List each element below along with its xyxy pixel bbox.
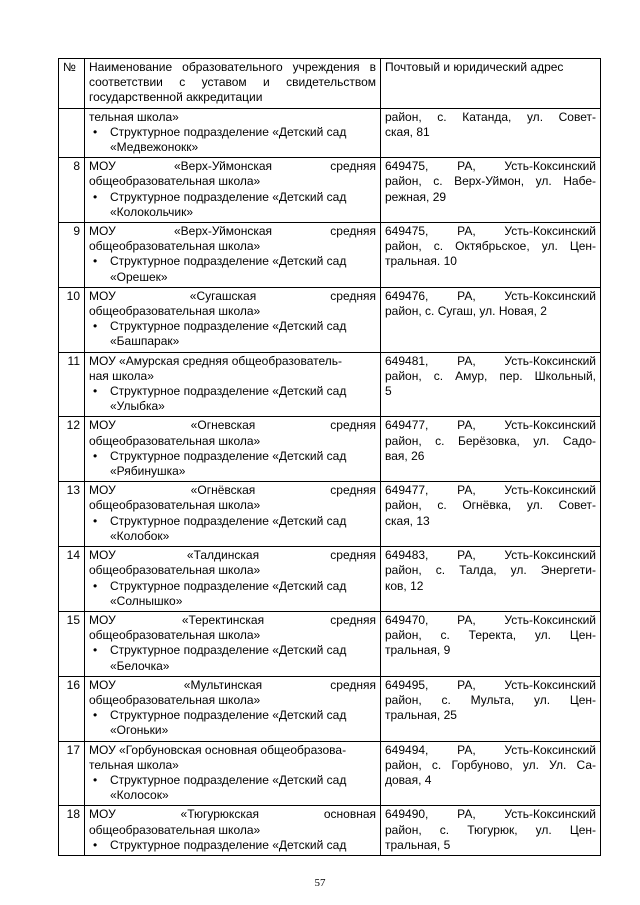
address-line: 649494, РА, Усть-Коксинский (385, 742, 596, 757)
row-number: 16 (59, 676, 85, 741)
bullet-icon: • (93, 319, 98, 334)
subdivision-line: Структурное подразделение «Детский сад (110, 772, 347, 787)
address-line: 649481, РА, Усть-Коксинский (385, 353, 596, 368)
address-line: район, с. Верх-Уймон, ул. Набе- (385, 174, 596, 189)
table-row (59, 158, 601, 223)
bullet-icon: • (93, 643, 98, 658)
subdivision-line: Структурное подразделение «Детский сад (110, 254, 347, 269)
institution-cell (85, 547, 381, 612)
address-cell (381, 108, 601, 158)
address-line: район, с. Теректа, ул. Цен- (385, 628, 596, 643)
institution-cell (85, 741, 381, 806)
school-name-line: общеобразовательная школа» (89, 433, 261, 448)
table-row (59, 547, 601, 612)
school-name-line: МОУ «Верх-Уймонская средняя (89, 224, 376, 239)
address-line: 649475, РА, Усть-Коксинский (385, 159, 596, 174)
address-line: ская, 81 (385, 124, 430, 139)
address-line: район, с. Горбуново, ул. Ул. Са- (385, 757, 596, 772)
table-row (59, 676, 601, 741)
kindergarten-subdivision (89, 773, 376, 803)
address-line: тральная, 25 (385, 708, 457, 723)
school-name-line: общеобразовательная школа» (89, 628, 261, 643)
address-cell (381, 417, 601, 482)
school-name-line: общеобразовательная школа» (89, 304, 261, 319)
address-line: 649483, РА, Усть-Коксинский (385, 548, 596, 563)
subdivision-line: «Белочка» (110, 658, 170, 673)
row-number: 15 (59, 611, 85, 676)
subdivision-line: «Медвежонокк» (110, 140, 199, 155)
header-number: № (59, 59, 85, 109)
address-line: 649470, РА, Усть-Коксинский (385, 612, 596, 627)
bullet-icon: • (93, 772, 98, 787)
subdivision-line: «Колокольчик» (110, 204, 194, 219)
bullet-icon: • (93, 837, 98, 852)
address-line: 649477, РА, Усть-Коксинский (385, 483, 596, 498)
school-name-line: МОУ «Огнёвская средняя (89, 483, 376, 498)
row-number (59, 108, 85, 158)
school-name-line: МОУ «Верх-Уймонская средняя (89, 159, 376, 174)
table-row (59, 287, 601, 352)
subdivision-line: Структурное подразделение «Детский сад (110, 643, 347, 658)
institution-cell (85, 223, 381, 288)
address-cell (381, 482, 601, 547)
address-line: ков, 12 (385, 578, 424, 593)
page-number: 57 (314, 877, 326, 889)
subdivision-line: «Солнышко» (110, 593, 183, 608)
subdivision-line: Структурное подразделение «Детский сад (110, 578, 347, 593)
address-line: вая, 26 (385, 448, 425, 463)
continued-school-name: тельная школа» (89, 109, 179, 124)
school-name-line: МОУ «Талдинская средняя (89, 548, 376, 563)
address-cell (381, 352, 601, 417)
school-name-line: МОУ «Огневская средняя (89, 418, 376, 433)
school-name-line: ная школа» (89, 368, 154, 383)
row-number: 14 (59, 547, 85, 612)
address-line: 649490, РА, Усть-Коксинский (385, 807, 596, 822)
address-line: тральная, 9 (385, 643, 451, 658)
subdivision-line: «Улыбка» (110, 399, 165, 414)
kindergarten-subdivision (89, 838, 376, 853)
kindergarten-subdivision (89, 449, 376, 479)
subdivision-line: Структурное подразделение «Детский сад (110, 708, 347, 723)
institution-cell (85, 352, 381, 417)
subdivision-line: «Колобок» (110, 528, 170, 543)
address-line: район, с. Тюгурюк, ул. Цен- (385, 822, 596, 837)
school-name-line: МОУ «Горбуновская основная общеобразова- (89, 742, 347, 757)
subdivision-line: Структурное подразделение «Детский сад (110, 448, 347, 463)
address-line: район, с. Октябрьское, ул. Цен- (385, 239, 596, 254)
table-body (59, 108, 601, 855)
address-line: район, с. Мульта, ул. Цен- (385, 692, 596, 707)
bullet-icon: • (93, 513, 98, 528)
institution-cell (85, 158, 381, 223)
subdivision-line: «Орешек» (110, 269, 168, 284)
address-cell (381, 547, 601, 612)
subdivision-line: Структурное подразделение «Детский сад (110, 513, 347, 528)
address-line: 649476, РА, Усть-Коксинский (385, 288, 596, 303)
address-line: тральная. 10 (385, 254, 457, 269)
header-address: Почтовый и юридический адрес (381, 59, 601, 109)
kindergarten-subdivision (89, 384, 376, 414)
address-line: район, с. Талда, ул. Энергети- (385, 563, 596, 578)
row-number: 17 (59, 741, 85, 806)
table-row (59, 417, 601, 482)
table-row (59, 741, 601, 806)
kindergarten-subdivision (89, 643, 376, 673)
school-name-line: общеобразовательная школа» (89, 498, 261, 513)
address-line: довая, 4 (385, 772, 432, 787)
table-row (59, 611, 601, 676)
address-line: район, с. Берёзовка, ул. Садо- (385, 433, 596, 448)
address-cell (381, 287, 601, 352)
bullet-icon: • (93, 384, 98, 399)
table-row (59, 108, 601, 158)
kindergarten-subdivision (89, 254, 376, 284)
address-line: ская, 13 (385, 513, 430, 528)
address-line: район, с. Амур, пер. Школьный, (385, 368, 596, 383)
school-name-line: общеобразовательная школа» (89, 239, 261, 254)
address-line: тральная, 5 (385, 837, 451, 852)
schools-table (58, 58, 601, 856)
bullet-icon: • (93, 254, 98, 269)
address-line: 649475, РА, Усть-Коксинский (385, 224, 596, 239)
school-name-line: общеобразовательная школа» (89, 563, 261, 578)
subdivision-line: Структурное подразделение «Детский сад (110, 319, 347, 334)
address-line: район, с. Катанда, ул. Совет- (385, 109, 596, 124)
address-line: 649495, РА, Усть-Коксинский (385, 677, 596, 692)
row-number: 9 (59, 223, 85, 288)
school-name-line: МОУ «Тюгурюкская основная (89, 807, 376, 822)
school-name-line: тельная школа» (89, 757, 179, 772)
row-number: 10 (59, 287, 85, 352)
institution-cell (85, 287, 381, 352)
address-cell (381, 223, 601, 288)
subdivision-line: Структурное подразделение «Детский сад (110, 384, 347, 399)
subdivision-line: Структурное подразделение «Детский сад (110, 124, 347, 139)
table-row (59, 806, 601, 856)
row-number: 13 (59, 482, 85, 547)
subdivision-line: «Рябинушка» (110, 464, 186, 479)
school-name-line: общеобразовательная школа» (89, 822, 261, 837)
bullet-icon: • (93, 448, 98, 463)
school-name-line: общеобразовательная школа» (89, 692, 261, 707)
institution-cell (85, 676, 381, 741)
school-name-line: МОУ «Амурская средняя общеобразователь- (89, 353, 342, 368)
kindergarten-subdivision (89, 579, 376, 609)
school-name-line: МОУ «Сугашская средняя (89, 288, 376, 303)
row-number: 11 (59, 352, 85, 417)
address-line: район, с. Огнёвка, ул. Совет- (385, 498, 596, 513)
bullet-icon: • (93, 708, 98, 723)
address-line: режная, 29 (385, 189, 447, 204)
row-number: 18 (59, 806, 85, 856)
institution-cell (85, 482, 381, 547)
table-row (59, 223, 601, 288)
subdivision-line: «Башпарак» (110, 334, 180, 349)
institution-cell (85, 611, 381, 676)
subdivision-line: «Огоньки» (110, 723, 169, 738)
kindergarten-subdivision (89, 190, 376, 220)
row-number: 12 (59, 417, 85, 482)
row-number: 8 (59, 158, 85, 223)
school-name-line: МОУ «Теректинская средняя (89, 612, 376, 627)
header-institution-name: Наименование образовательного учреждения в соответствии с уставом и свидетельством государственной аккредитации (85, 59, 381, 109)
address-line: 5 (385, 384, 392, 399)
bullet-icon: • (93, 189, 98, 204)
bullet-icon: • (93, 124, 98, 139)
address-line: район, с. Сугаш, ул. Новая, 2 (385, 304, 547, 319)
institution-cell (85, 108, 381, 158)
address-cell (381, 158, 601, 223)
school-name-line: МОУ «Мультинская средняя (89, 677, 376, 692)
kindergarten-subdivision (89, 125, 376, 155)
kindergarten-subdivision (89, 319, 376, 349)
subdivision-line: Структурное подразделение «Детский сад (110, 189, 347, 204)
address-line: 649477, РА, Усть-Коксинский (385, 418, 596, 433)
address-cell (381, 611, 601, 676)
kindergarten-subdivision (89, 708, 376, 738)
institution-cell (85, 417, 381, 482)
school-name-line: общеобразовательная школа» (89, 174, 261, 189)
address-cell (381, 676, 601, 741)
bullet-icon: • (93, 578, 98, 593)
kindergarten-subdivision (89, 514, 376, 544)
address-cell (381, 741, 601, 806)
table-row (59, 482, 601, 547)
subdivision-line: Структурное подразделение «Детский сад (110, 837, 347, 852)
table-row (59, 352, 601, 417)
institution-cell (85, 806, 381, 856)
subdivision-line: «Колосок» (110, 788, 169, 803)
address-cell (381, 806, 601, 856)
table-header-row (59, 59, 601, 109)
